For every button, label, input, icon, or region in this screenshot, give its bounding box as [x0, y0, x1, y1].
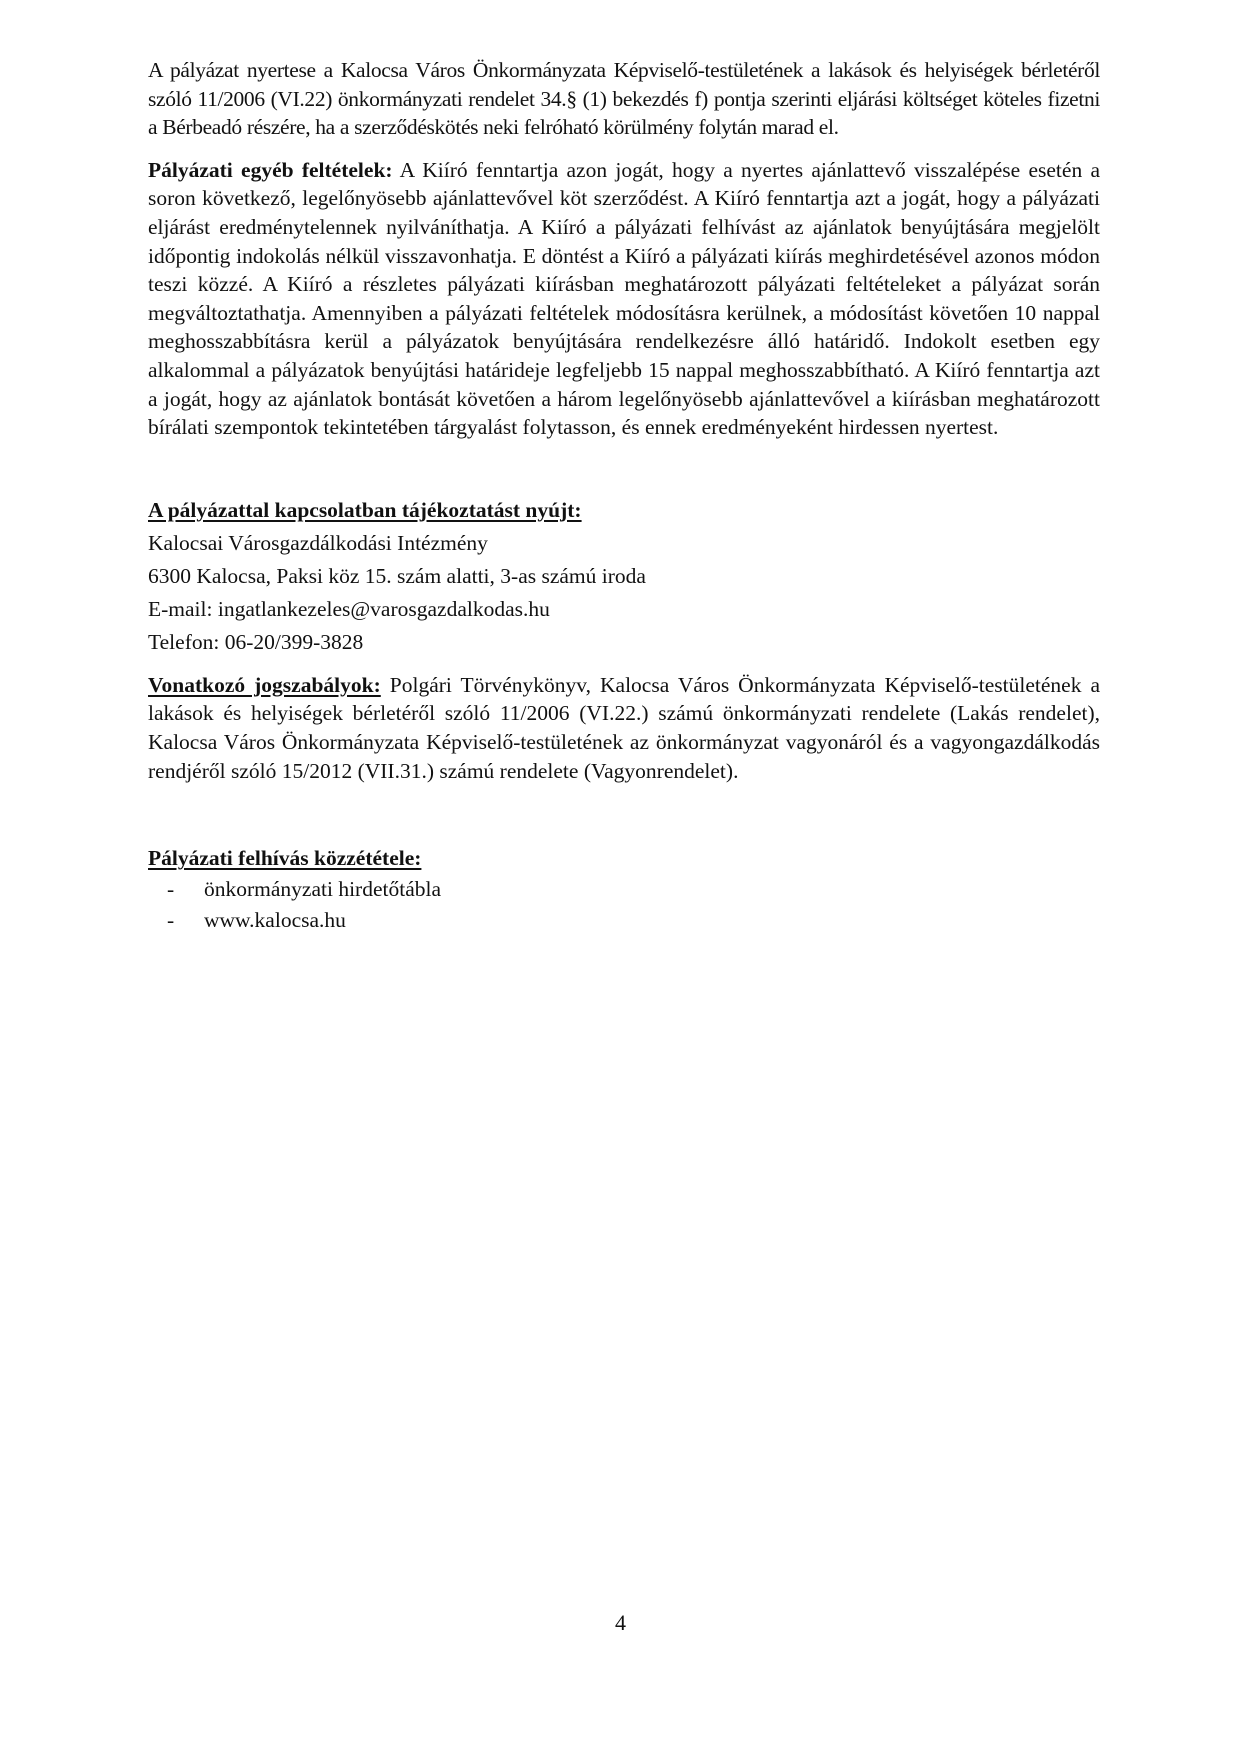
phone-number: 06-20/399-3828: [224, 629, 364, 654]
paragraph-winner-costs: A pályázat nyertese a Kalocsa Város Önkormányzata Képviselő-testületének a lakások és helyiségek bérletéről szóló 11/2006 (VI.22) önkormányzati rendelet 34.§ (1) bekezdés f) pontja szerinti eljárási költséget köteles fizetni a Bérbeadó részére, ha a szerződéskötés neki felróható körülmény folytán marad el.: [148, 58, 1100, 140]
list-item: [148, 874, 1100, 905]
paragraph-regulations: [148, 671, 1100, 785]
publication-section: [148, 843, 1100, 936]
regulations-text: Polgári Törvénykönyv, Kalocsa Város Önkormányzata Képviselő-testületének a lakások és helyiségek bérletéről szóló 11/2006 (VI.22.) számú önkormányzati rendelete (Lakás rendelet), Kalocsa Város Önkormányzata Képviselő-testületének az önkormányzat vagyonáról és a vagyongazdálkodás rendjéről szóló 15/2012 (VII.31.) számú rendelete (Vagyonrendelet).: [148, 672, 1100, 783]
other-conditions-heading: Pályázati egyéb feltételek:: [148, 157, 393, 182]
publication-list: [148, 874, 1100, 936]
dash-bullet-icon: -: [167, 877, 175, 902]
contact-heading: A pályázattal kapcsolatban tájékoztatást nyújt:: [148, 497, 582, 522]
document-page: [148, 56, 1100, 936]
website-link[interactable]: www.kalocsa.hu: [204, 908, 346, 933]
regulations-heading: Vonatkozó jogszabályok:: [148, 672, 381, 697]
dash-bullet-icon: -: [167, 908, 175, 933]
contact-institution: Kalocsai Városgazdálkodási Intézmény: [148, 530, 488, 555]
phone-label: Telefon:: [148, 629, 225, 654]
other-conditions-text: A Kiíró fenntartja azon jogát, hogy a nyertes ajánlattevő visszalépése esetén a soron következő, legelőnyösebb ajánlattevővel köt szerződést. A Kiíró fenntartja azt a jogát, hogy a pályázati eljárást eredménytelennek nyilváníthatja. A Kiíró a pályázati felhívást az ajánlatok benyújtására megjelölt időpontig indokolás nélkül visszavonhatja. E döntést a Kiíró a pályázati kiírás meghirdetésével azonos módon teszi közzé. A Kiíró a részletes pályázati kiírásban meghatározott pályázati feltételeket a pályázat során megváltoztathatja. Amennyiben a pályázati feltételek módosításra kerülnek, a módosítást követően 10 nappal meghosszabbításra kerül a pályázatok benyújtására rendelkezésre álló határidő. Indokolt esetben egy alkalommal a pályázatok benyújtási határideje legfeljebb 15 nappal meghosszabbítható. A Kiíró fenntartja azt a jogát, hogy az ajánlatok bontását követően a három legelőnyösebb ajánlattevővel a kiírásban meghatározott bírálati szempontok tekintetében tárgyalást folytasson, és ennek eredményeként hirdessen nyertest.: [148, 157, 1100, 440]
email-link[interactable]: ingatlankezeles@varosgazdalkodas.hu: [217, 596, 550, 621]
publication-heading: Pályázati felhívás közzététele:: [148, 846, 422, 871]
page-number: 4: [615, 1610, 626, 1635]
contact-email-line: [148, 593, 1100, 626]
contact-section: [148, 494, 1100, 659]
paragraph-other-conditions: [148, 156, 1100, 442]
list-item: [148, 905, 1100, 936]
email-label: E-mail:: [148, 596, 218, 621]
contact-phone-line: [148, 626, 1100, 659]
contact-address: 6300 Kalocsa, Paksi köz 15. szám alatti, 3-as számú iroda: [148, 563, 646, 588]
list-item-text: önkormányzati hirdetőtábla: [204, 877, 442, 902]
